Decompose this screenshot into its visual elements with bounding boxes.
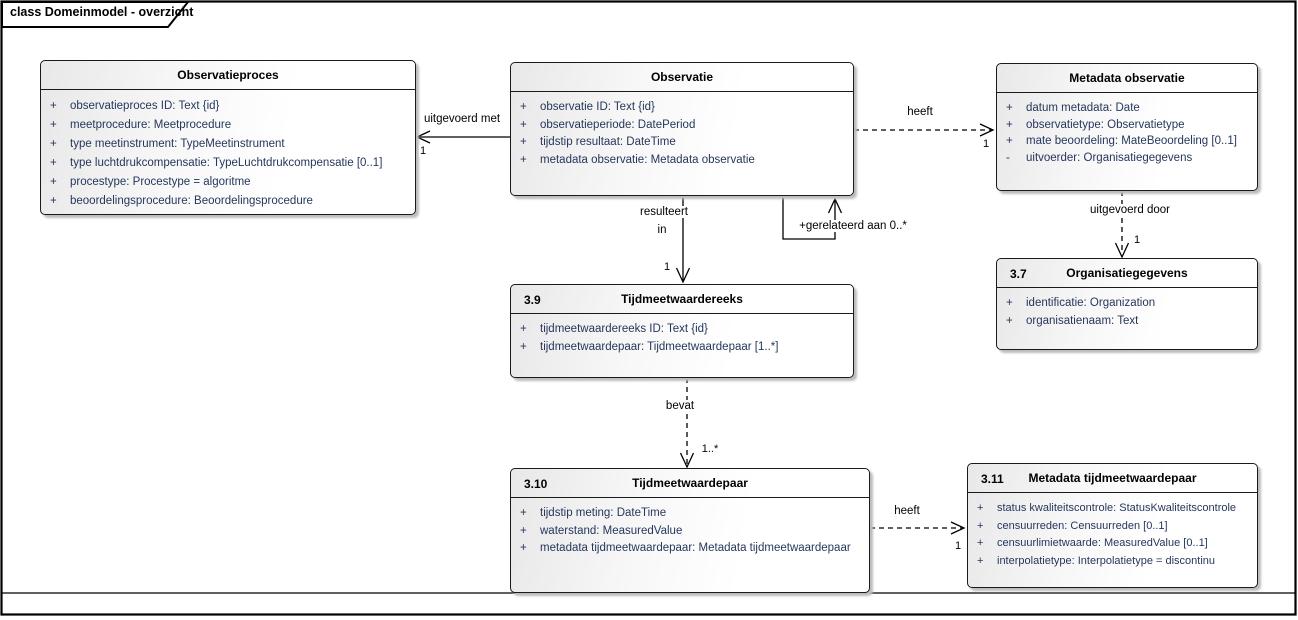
multiplicity-uitgevoerd-door: 1 [1133, 234, 1141, 246]
attribute-row: + observatieproces ID: Text {id} [50, 100, 220, 112]
attribute-row: + type luchtdrukcompensatie: TypeLuchtdrukcompensatie [0..1] [50, 157, 383, 169]
attribute-row: + observatieperiode: DatePeriod [520, 118, 696, 131]
attribute-list [997, 288, 1257, 330]
class-box-tijdmeetwaardepaar[interactable] [510, 468, 870, 593]
attribute-row: + metadata tijdmeetwaardepaar: Metadata tijdmeetwaardepaar [520, 542, 851, 554]
attribute-list [511, 498, 869, 558]
attribute-row: + meetprocedure: Meetprocedure [50, 119, 232, 131]
attribute-list [997, 93, 1257, 166]
diagram-frame-title: class Domeinmodel - overzicht [10, 5, 194, 19]
class-header [968, 464, 1257, 493]
attribute-row: + interpolatietype: Interpolatietype = discontinu [977, 554, 1216, 567]
connector-label-gerelateerd-aan: +gerelateerd aan 0..* [799, 220, 907, 232]
class-box-organisatiegegevens[interactable] [996, 258, 1258, 350]
class-box-metadata-observatie[interactable] [996, 63, 1258, 191]
attribute-row: + organisatienaam: Text [1006, 314, 1139, 327]
attribute-row: + procestype: Procestype = algoritme [50, 176, 251, 188]
attribute-row: + datum metadata: Date [1006, 102, 1140, 114]
class-title: Observatie [650, 70, 714, 84]
class-title: Tijdmeetwaardepaar [632, 476, 748, 490]
attribute-row: + tijdmeetwaardereeks ID: Text {id} [520, 323, 708, 335]
class-header [511, 469, 869, 498]
attribute-row: + censuurlimietwaarde: MeasuredValue [0..1] [977, 537, 1208, 549]
connector-label-resulteert: resulteert [640, 206, 688, 218]
multiplicity-resulteert-in: 1 [663, 261, 671, 273]
multiplicity-heeft-tijdmeetwaardepaar: 1 [954, 540, 962, 552]
connector-label-in: in [657, 224, 667, 236]
connector-label-uitgevoerd-door: uitgevoerd door [1090, 204, 1170, 216]
attribute-row: + observatietype: Observatietype [1006, 118, 1185, 131]
attribute-row: + mate beoordeling: MateBeoordeling [0..1] [1006, 135, 1237, 147]
connector-uitgevoerd-met [417, 131, 510, 143]
connector-uitgevoerd-door [1116, 191, 1129, 257]
class-header [997, 64, 1257, 93]
attribute-row: - uitvoerder: Organisatiegegevens [1006, 151, 1193, 164]
class-title: Metadata observatie [1069, 71, 1185, 85]
class-number: 3.7 [1010, 266, 1027, 281]
attribute-row: + observatie ID: Text {id} [520, 101, 655, 113]
class-box-observatieproces[interactable] [40, 60, 416, 215]
class-box-metadata-tijdmeetwaardepaar[interactable] [967, 463, 1258, 588]
attribute-row: + tijdstip meting: DateTime [520, 507, 667, 519]
attribute-row: + tijdmeetwaardepaar: Tijdmeetwaardepaar [1..*] [520, 340, 779, 353]
multiplicity-uitgevoerd-met: 1 [419, 145, 427, 157]
class-header [511, 63, 853, 92]
attribute-row: + tijdstip resultaat: DateTime [520, 136, 676, 148]
connector-heeft-metadata-observatie [854, 124, 993, 136]
attribute-list [968, 493, 1257, 570]
attribute-list [511, 92, 853, 169]
attribute-list [41, 90, 415, 211]
class-number: 3.11 [981, 471, 1004, 486]
connector-label-uitgevoerd-met: uitgevoerd met [423, 113, 501, 125]
attribute-row: + beoordelingsprocedure: Beoordelingsprocedure [50, 195, 313, 207]
connector-label-heeft-observatie: heeft [907, 106, 933, 118]
attribute-row: + censuurreden: Censuurreden [0..1] [977, 519, 1168, 532]
multiplicity-bevat: 1..* [701, 443, 719, 455]
class-title: Organisatiegegevens [1066, 266, 1188, 280]
attribute-row: + type meetinstrument: TypeMeetinstrument [50, 138, 285, 150]
class-title: Tijdmeetwaardereeks [621, 292, 743, 306]
class-header [41, 61, 415, 90]
class-number: 3.9 [524, 292, 541, 307]
connector-heeft-metadata-tijdmeetwaardepaar [870, 522, 964, 534]
connector-bevat [681, 378, 694, 467]
attribute-row: + status kwaliteitscontrole: StatusKwaliteitscontrole [977, 502, 1237, 514]
connector-label-heeft-tijdmeetwaardepaar: heeft [894, 505, 920, 517]
connector-gerelateerd-aan [783, 196, 842, 239]
class-header [511, 285, 853, 314]
class-number: 3.10 [524, 476, 548, 491]
connector-label-bevat: bevat [665, 400, 695, 412]
attribute-list [511, 314, 853, 356]
multiplicity-heeft-observatie: 1 [982, 138, 990, 150]
attribute-row: + identificatie: Organization [1006, 297, 1156, 309]
class-title: Observatieproces [177, 68, 279, 82]
class-box-observatie[interactable] [510, 62, 854, 196]
class-title: Metadata tijdmeetwaardepaar [1028, 471, 1197, 485]
class-box-tijdmeetwaardereeks[interactable] [510, 284, 854, 378]
class-header [997, 259, 1257, 288]
attribute-row: + waterstand: MeasuredValue [520, 524, 683, 537]
attribute-row: + metadata observatie: Metadata observatie [520, 153, 755, 166]
